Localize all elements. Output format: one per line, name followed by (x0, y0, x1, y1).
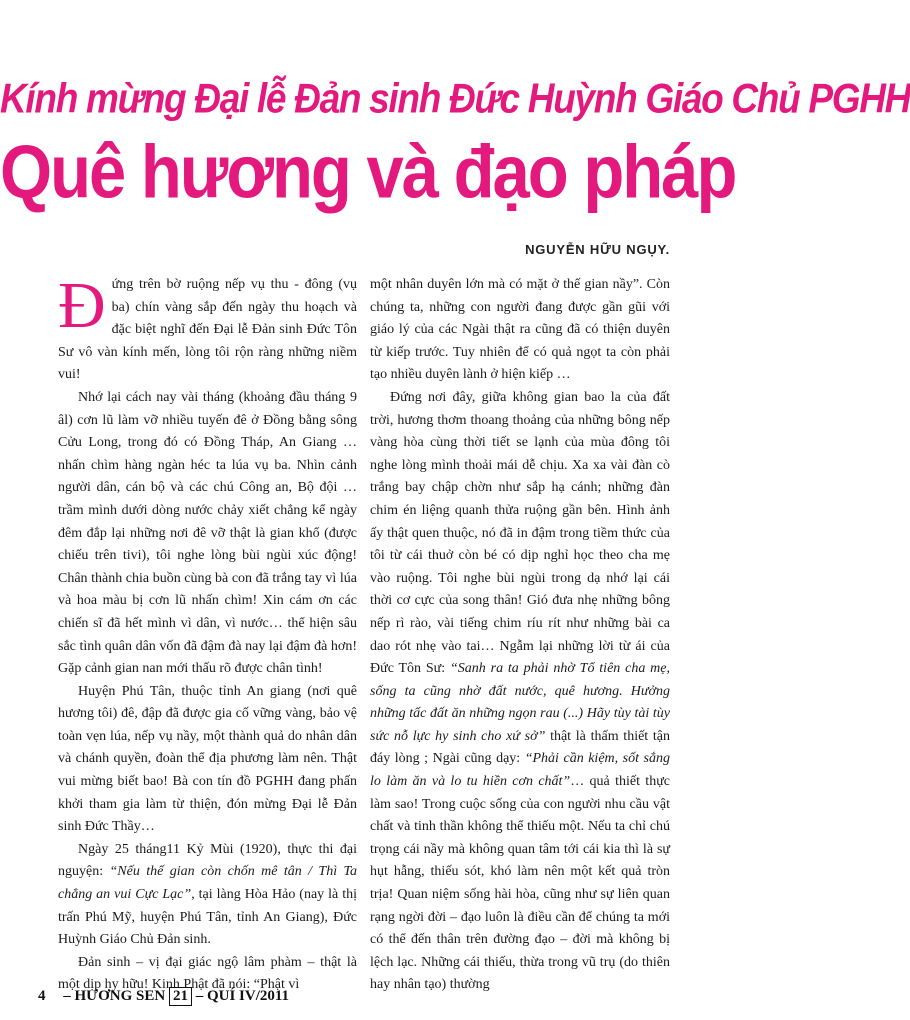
magazine-name: – HƯƠNG SEN (63, 988, 166, 1004)
paragraph-7-quote-2: “Phải cần kiệm, sốt sắng lo làm ăn và lo tu hiền cơn chất” (370, 751, 670, 790)
paragraph-5: Đản sinh – vị đại giác ngộ lâm phàm – thật là một dịp hy hữu! Kinh Phật đã nói: “Phật vì (58, 954, 357, 993)
issue-period: – QUÍ IV/2011 (195, 988, 290, 1004)
paragraph-4 (58, 839, 357, 952)
paragraph-7-text-c: … quả thiết thực làm sao! Trong cuộc sống của con người nhu cầu vật chất và tinh thần không thể thiếu một. Nếu ta chỉ chú trọng cái nầy mà không quan tâm tới cái kia thì là sự hụt hẫng, thiếu sót, khó làm nên một kết quả tròn trịa! Quan niệm sống hài hòa, cũng như sự liên quan rạng ngời đời – đạo luôn là điều cần để chúng ta mới có thể đến thân trên đường đạo – đời mà không bị lệch lạc. Những cái thiếu, thừa trong vũ trụ (do thiên hay nhân tạo) thường (370, 774, 670, 993)
issue-number-box: 21 (169, 987, 192, 1006)
paragraph-6: một nhân duyên lớn mà có mặt ở thế gian nầy”. Còn chúng ta, những con người đang được gần gũi với giáo lý của các Ngài thật ra cũng đã có thiện duyên từ kiếp trước. Tuy nhiên để có quả ngọt ta còn phải tạo nhiều duyên lành ở hiện kiếp … (370, 277, 670, 383)
paragraph-4-text-b: , tại làng Hòa Hảo (nay là thị trấn Phú Mỹ, huyện Phú Tân, tỉnh An Giang), Đức Huỳnh Giáo Chủ Đản sinh. (58, 887, 357, 948)
article-byline: NGUYỄN HỮU NGỤY. (525, 242, 670, 257)
drop-cap: Đ (58, 269, 106, 342)
paragraph-1 (58, 269, 357, 387)
paragraph-7-text-b: thật là thấm thiết tận đáy lòng ; Ngài cũng dạy: (370, 728, 671, 767)
left-column (58, 269, 357, 997)
article-kicker: Kính mừng Đại lễ Đản sinh Đức Huỳnh Giáo Chủ PGHH (0, 75, 910, 122)
page-footer (38, 987, 289, 1006)
paragraph-4-text-a: Ngày 25 tháng11 Kỷ Mùi (1920), thực thi đại nguyện: (58, 841, 357, 880)
right-column (370, 274, 670, 997)
paragraph-2: Nhớ lại cách nay vài tháng (khoảng đầu tháng 9 âl) cơn lũ làm vỡ nhiều tuyến đê ở Đồng bằng sông Cửu Long, trong đó có Đồng Tháp, An Giang … nhấn chìm hàng ngàn héc ta lúa vụ ba. Nhìn cảnh người dân, cán bộ và các chú Công an, Bộ đội … trầm mình dưới dòng nước chảy xiết chẳng kể ngày đêm đắp lại những nơi đê vỡ thật là gian khổ (được chiếu trên tivi), tôi nghe lòng bùi ngùi xúc động! Chân thành chia buồn cùng bà con đã trắng tay vì lúa và hoa màu bị cơn lũ nhấn chìm! Xin cám ơn các chiến sĩ đã hết mình vì dân, vì nước… thể hiện sâu sắc tình quân dân vốn đã đậm đà nay lại đậm đà hơn! Gặp cảnh gian nan mới thấu rõ được chân tình! (58, 389, 357, 677)
page-number: 4 (38, 988, 46, 1004)
paragraph-3: Huyện Phú Tân, thuộc tỉnh An giang (nơi quê hương tôi) đê, đập đã được gia cố vững vàng, bảo vệ toàn vẹn lúa, nếp vụ nầy, một thành quả do nhân dân và chánh quyền, đoàn thể địa phương làm nên. Thật vui mừng biết bao! Bà con tín đồ PGHH đang phấn khởi tham gia làm từ thiện, đón mừng Đại lễ Đản sinh Đức Thầy… (58, 683, 357, 835)
paragraph-7-quote-1: “Sanh ra ta phải nhờ Tổ tiên cha mẹ, sống ta cũng nhờ đất nước, quê hương. Hưởng những tấc đất ăn những ngọn rau (...) Hãy tùy tài tùy sức nỗ lực hy sinh cho xứ sở” (370, 661, 670, 744)
paragraph-7-text-a: Đứng nơi đây, giữa không gian bao la của đất trời, hương thơm thoang thoảng của những bông nếp vàng hòa cùng thời tiết se lạnh của mùa đông tôi nghe lòng mình thoải mái dễ chịu. Xa xa vài đàn cò trắng bay chập chờn như sắp hạ cánh; những đàn chim én liệng quanh thửa ruộng gần bên. Hình ảnh ấy thật quen thuộc, nó đã in đậm trong tiềm thức của tôi từ cái thuở còn bé có dịp nghỉ học theo cha mẹ vào ruộng. Tôi nghe bùi ngùi trong dạ nhớ lại cái thời cơ cực của song thân! Gió đưa nhẹ những bông nếp rì rào, vài tiếng chim ríu rít như những bài ca dao rót nhẹ vào tai… Ngẫm lại những lời từ ái của Đức Tôn Sư: (370, 389, 670, 677)
article-headline: Quê hương và đạo pháp (0, 130, 736, 215)
paragraph-7 (370, 387, 670, 997)
paragraph-4-quote: “Nếu thế gian còn chốn mê tân / Thì Ta chẳng an vui Cực Lạc” (58, 864, 357, 903)
paragraph-1-text: ứng trên bờ ruộng nếp vụ thu - đông (vụ ba) chín vàng sắp đến ngày thu hoạch và đặc biệt nghĩ đến Đại lễ Đản sinh Đức Tôn Sư vô vàn kính mến, lòng tôi rộn ràng những niềm vui! (58, 277, 357, 383)
